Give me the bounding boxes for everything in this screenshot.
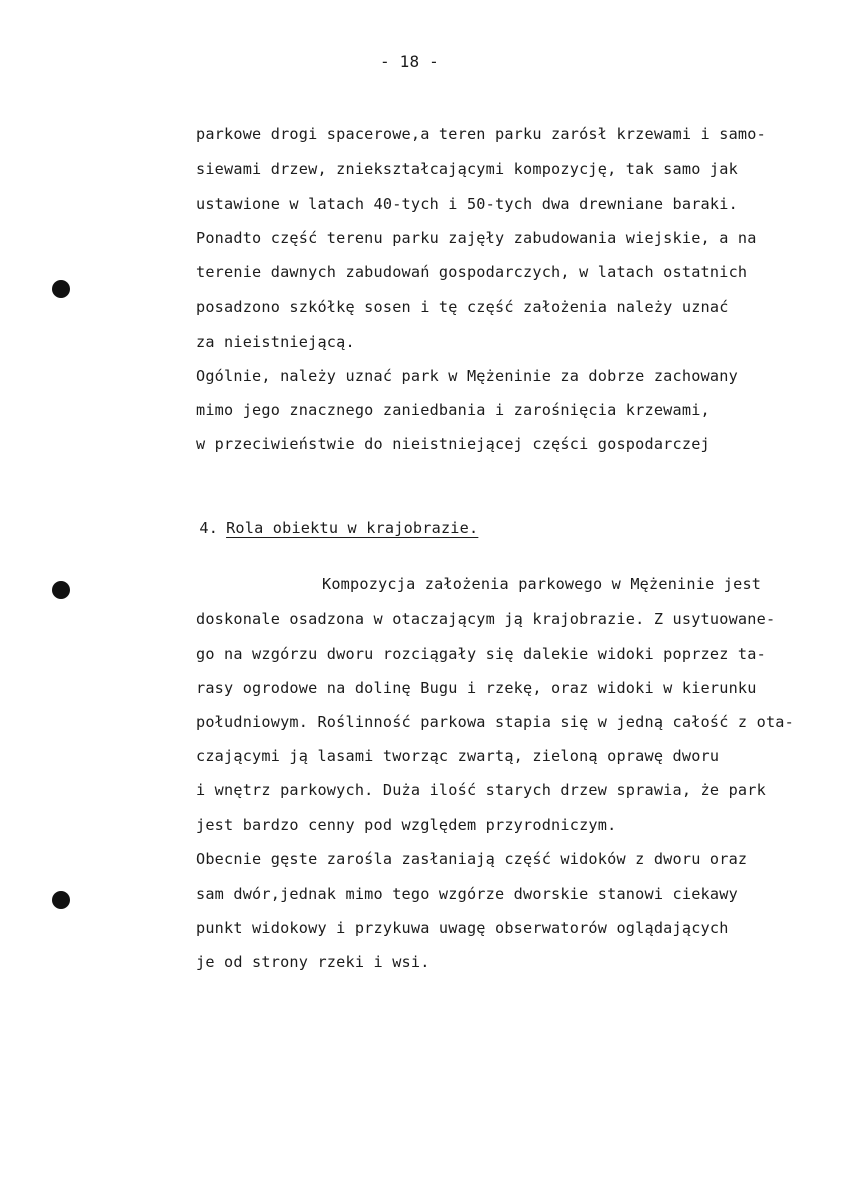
text-line: parkowe drogi spacerowe,a teren parku zarósł krzewami i samo- xyxy=(196,125,766,143)
text-line: czającymi ją lasami tworząc zwartą, zieloną oprawę dworu xyxy=(196,747,720,765)
text-line: posadzono szkółkę sosen i tę część założenia należy uznać xyxy=(196,298,729,316)
text-line: za nieistniejącą. xyxy=(196,333,355,351)
text-line: południowym. Roślinność parkowa stapia się w jedną całość z ota- xyxy=(196,713,794,731)
text-line: jest bardzo cenny pod względem przyrodniczym. xyxy=(196,816,617,834)
text-line: doskonale osadzona w otaczającym ją krajobrazie. Z usytuowane- xyxy=(196,610,776,628)
text-line: Kompozycja założenia parkowego w Mężeninie jest xyxy=(322,575,762,593)
text-line: Ponadto część terenu parku zajęły zabudowania wiejskie, a na xyxy=(196,229,757,247)
page-number: - 18 - xyxy=(380,52,439,71)
text-line: sam dwór,jednak mimo tego wzgórze dworskie stanowi ciekawy xyxy=(196,885,738,903)
section-title: Rola obiektu w krajobrazie. xyxy=(226,519,479,537)
text-line: siewami drzew, zniekształcającymi kompozycję, tak samo jak xyxy=(196,160,738,178)
text-line: ustawione w latach 40-tych i 50-tych dwa drewniane baraki. xyxy=(196,195,738,213)
text-line: rasy ogrodowe na dolinę Bugu i rzekę, oraz widoki w kierunku xyxy=(196,679,757,697)
section-number: 4. xyxy=(199,519,219,537)
punch-hole xyxy=(52,280,70,298)
text-line: mimo jego znacznego zaniedbania i zarośnięcia krzewami, xyxy=(196,401,710,419)
text-line: punkt widokowy i przykuwa uwagę obserwatorów oglądających xyxy=(196,919,729,937)
punch-hole xyxy=(52,891,70,909)
text-line: terenie dawnych zabudowań gospodarczych, w latach ostatnich xyxy=(196,263,748,281)
text-line: i wnętrz parkowych. Duża ilość starych drzew sprawia, że park xyxy=(196,781,766,799)
section-heading xyxy=(162,498,478,558)
punch-hole xyxy=(52,581,70,599)
text-line: je od strony rzeki i wsi. xyxy=(196,953,430,971)
text-line: Obecnie gęste zarośla zasłaniają część widoków z dworu oraz xyxy=(196,850,748,868)
text-line: w przeciwieństwie do nieistniejącej części gospodarczej xyxy=(196,435,710,453)
text-line: Ogólnie, należy uznać park w Mężeninie za dobrze zachowany xyxy=(196,367,738,385)
text-line: go na wzgórzu dworu rozciągały się dalekie widoki poprzez ta- xyxy=(196,645,766,663)
